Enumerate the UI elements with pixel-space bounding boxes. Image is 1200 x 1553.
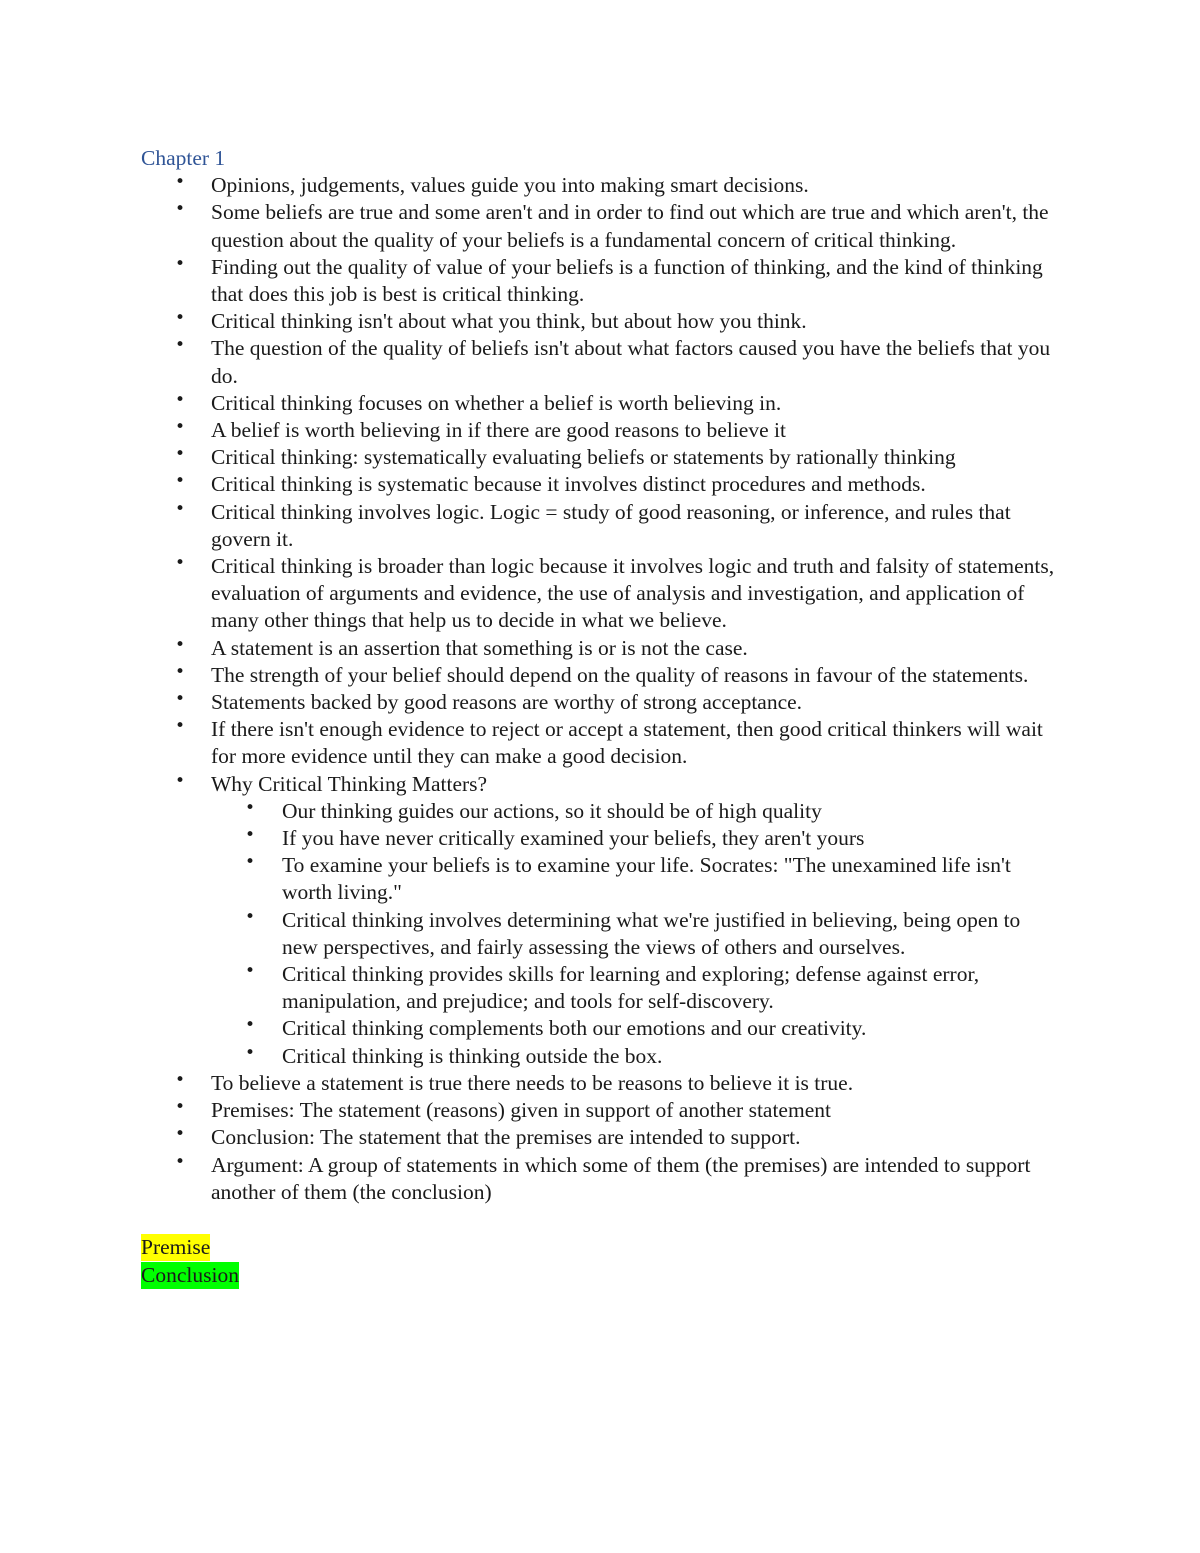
premise-highlight-label: Premise: [141, 1234, 211, 1259]
list-item-text: Statements backed by good reasons are worthy of strong acceptance.: [211, 690, 803, 715]
sub-list-item-text: Critical thinking provides skills for learning and exploring; defense against error, manipulation, and prejudice; and tools for self-discovery.: [282, 962, 980, 1014]
bullet-marker: •: [174, 444, 186, 465]
list-item-text: A belief is worth believing in if there are good reasons to believe it: [211, 418, 786, 443]
bullet-marker: •: [174, 1097, 186, 1118]
document-body: [141, 145, 1061, 1289]
bullet-marker: •: [244, 906, 256, 927]
list-item: [141, 444, 1061, 471]
highlight-legend: [141, 1233, 1061, 1289]
list-item-text: Critical thinking focuses on whether a belief is worth believing in.: [211, 390, 782, 415]
chapter-heading: Chapter 1: [141, 146, 226, 170]
bullet-marker: •: [174, 471, 186, 492]
sub-list-item-text: Critical thinking complements both our emotions and our creativity.: [282, 1016, 867, 1041]
list-item: [141, 499, 1061, 553]
bullet-list: [141, 172, 1061, 1206]
list-item: [141, 1070, 1061, 1097]
list-item: [141, 1152, 1061, 1206]
sub-bullet-list: [211, 798, 1061, 1070]
sub-list-item: [211, 961, 1061, 1015]
list-item: [141, 172, 1061, 199]
list-item-text: A statement is an assertion that something is or is not the case.: [211, 635, 748, 660]
list-item-text: Some beliefs are true and some aren't and in order to find out which are true and which aren't, the question about the quality of your beliefs is a fundamental concern of critical thinking.: [211, 200, 1049, 252]
bullet-marker: •: [174, 417, 186, 438]
sub-list-item-text: Critical thinking is thinking outside the box.: [282, 1043, 663, 1068]
list-item-text: The strength of your belief should depend on the quality of reasons in favour of the statements.: [211, 662, 1029, 687]
sub-list-item-text: To examine your beliefs is to examine your life. Socrates: "The unexamined life isn't worth living.": [282, 853, 1011, 905]
list-item: [141, 553, 1061, 635]
bullet-marker: •: [244, 961, 256, 982]
list-item: [141, 1097, 1061, 1124]
sub-list-item: [211, 907, 1061, 961]
list-item: [141, 771, 1061, 1070]
bullet-marker: •: [174, 689, 186, 710]
legend-conclusion-line: [141, 1261, 1061, 1289]
sub-list-item: [211, 852, 1061, 906]
list-item: [141, 335, 1061, 389]
list-item: [141, 662, 1061, 689]
list-item: [141, 254, 1061, 308]
list-item: [141, 471, 1061, 498]
bullet-marker: •: [174, 199, 186, 220]
bullet-marker: •: [244, 825, 256, 846]
sub-list-item: [211, 1043, 1061, 1070]
bullet-marker: •: [174, 335, 186, 356]
bullet-marker: •: [174, 716, 186, 737]
bullet-marker: •: [174, 770, 186, 791]
list-item-text: If there isn't enough evidence to reject or accept a statement, then good critical thinkers will wait for more evidence until they can make a good decision.: [211, 717, 1043, 769]
list-item: [141, 390, 1061, 417]
bullet-marker: •: [244, 797, 256, 818]
list-item: [141, 635, 1061, 662]
sub-list-item: [211, 1015, 1061, 1042]
list-item-text: Conclusion: The statement that the premises are intended to support.: [211, 1125, 801, 1150]
list-item: [141, 417, 1061, 444]
list-item-text: Critical thinking: systematically evaluating beliefs or statements by rationally thinking: [211, 445, 956, 470]
list-item: [141, 716, 1061, 770]
list-item-text: To believe a statement is true there needs to be reasons to believe it is true.: [211, 1070, 854, 1095]
list-item-text: Opinions, judgements, values guide you into making smart decisions.: [211, 173, 809, 198]
bullet-marker: •: [174, 553, 186, 574]
list-item-text: Finding out the quality of value of your beliefs is a function of thinking, and the kind of thinking that does this job is best is critical thinking.: [211, 254, 1043, 306]
list-item-text: Critical thinking isn't about what you think, but about how you think.: [211, 309, 807, 334]
list-item-text: Argument: A group of statements in which some of them (the premises) are intended to support another of them (the conclusion): [211, 1152, 1031, 1204]
bullet-marker: •: [244, 1042, 256, 1063]
list-item-text: Critical thinking is systematic because it involves distinct procedures and methods.: [211, 472, 926, 497]
bullet-marker: •: [174, 389, 186, 410]
list-item: [141, 1124, 1061, 1151]
legend-premise-line: [141, 1233, 1061, 1261]
list-item-text: Premises: The statement (reasons) given in support of another statement: [211, 1098, 831, 1123]
bullet-marker: •: [174, 498, 186, 519]
sub-list-item-text: Critical thinking involves determining what we're justified in believing, being open to new perspectives, and fairly assessing the views of others and ourselves.: [282, 907, 1021, 959]
list-item: [141, 199, 1061, 253]
list-item-text: Why Critical Thinking Matters?: [211, 771, 488, 796]
list-item: [141, 689, 1061, 716]
list-item-text: Critical thinking is broader than logic because it involves logic and truth and falsity of statements, evaluation of arguments and evidence, the use of analysis and investigation, and application of many other things that help us to decide in what we believe.: [211, 554, 1055, 633]
sub-list-item: [211, 825, 1061, 852]
list-item: [141, 308, 1061, 335]
bullet-marker: •: [174, 1124, 186, 1145]
sub-list-item: [211, 798, 1061, 825]
list-item-text: The question of the quality of beliefs isn't about what factors caused you have the beliefs that you do.: [211, 336, 1051, 388]
bullet-marker: •: [174, 172, 186, 193]
bullet-marker: •: [174, 634, 186, 655]
conclusion-highlight-label: Conclusion: [141, 1262, 239, 1287]
list-item-text: Critical thinking involves logic. Logic = study of good reasoning, or inference, and rules that govern it.: [211, 499, 1011, 551]
bullet-marker: •: [174, 1069, 186, 1090]
bullet-marker: •: [174, 253, 186, 274]
bullet-marker: •: [244, 1015, 256, 1036]
bullet-marker: •: [244, 852, 256, 873]
sub-list-item-text: If you have never critically examined your beliefs, they aren't yours: [282, 826, 865, 851]
bullet-marker: •: [174, 308, 186, 329]
bullet-marker: •: [174, 1151, 186, 1172]
bullet-marker: •: [174, 661, 186, 682]
sub-list-item-text: Our thinking guides our actions, so it should be of high quality: [282, 798, 822, 823]
